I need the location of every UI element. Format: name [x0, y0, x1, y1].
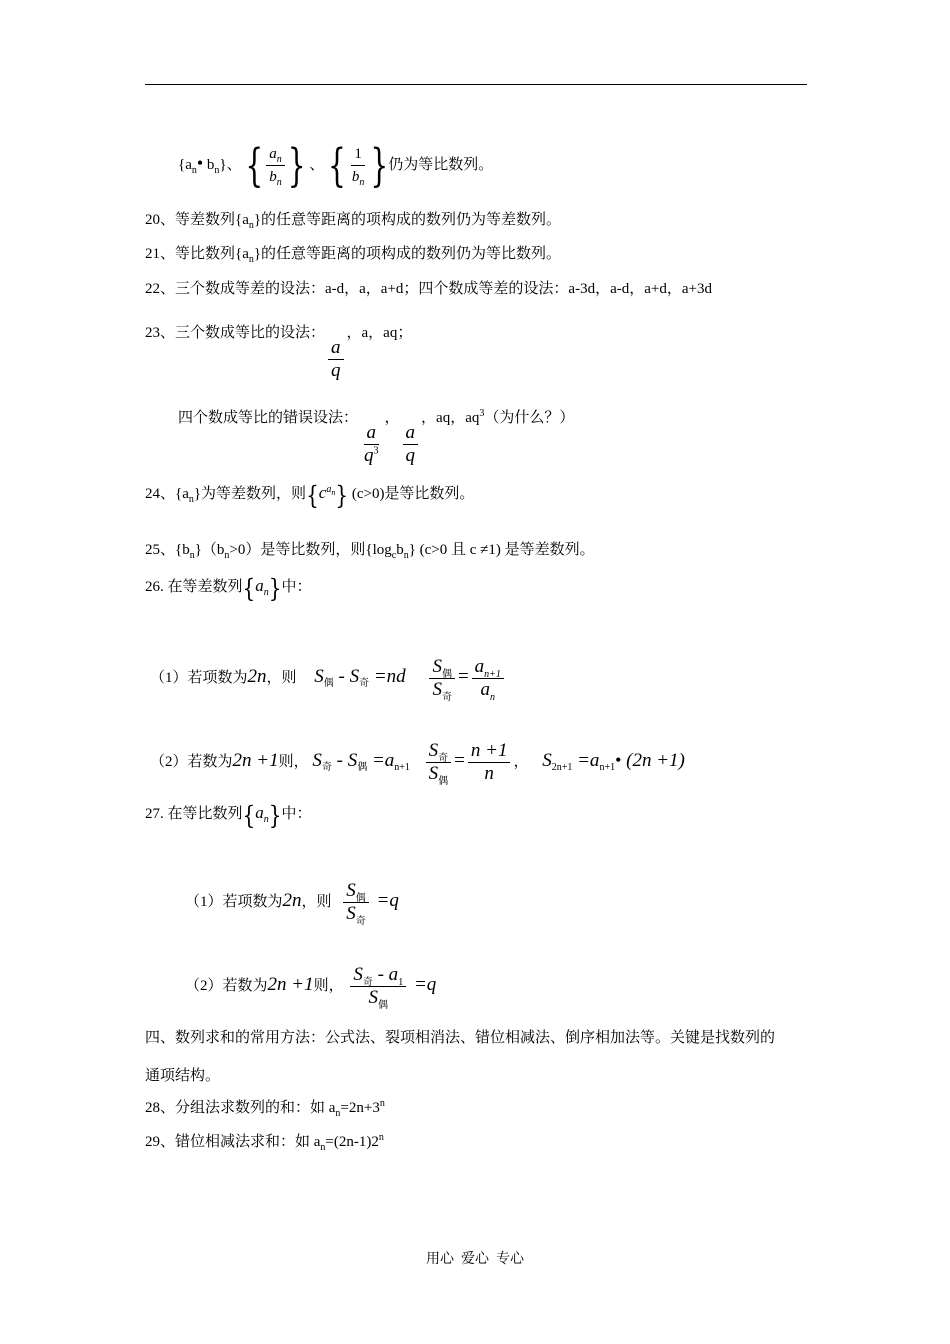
- variable: S: [432, 656, 442, 677]
- expression: (2n +1): [621, 749, 685, 771]
- subscript: n: [191, 164, 197, 176]
- item-25: [145, 540, 595, 560]
- header-rule: [145, 84, 807, 85]
- fraction-a-over-q: [328, 337, 344, 382]
- text: ，则: [301, 893, 332, 910]
- fraction-a-over-q3: [361, 422, 382, 467]
- left-brace: {: [242, 799, 256, 830]
- numerator: 1: [351, 143, 365, 166]
- text: ，则: [266, 669, 297, 686]
- subscript: 2n+1: [551, 761, 573, 773]
- superscript: n: [378, 1132, 384, 1143]
- variable: S: [346, 880, 356, 901]
- expression: =a: [367, 749, 395, 771]
- text: b: [203, 156, 215, 173]
- text: 中：: [281, 579, 312, 595]
- text: 21、等比数列{a: [145, 246, 249, 262]
- operator: -: [333, 665, 350, 687]
- item-26: [145, 572, 312, 603]
- subscript: 奇: [359, 677, 370, 689]
- variable: S: [428, 763, 439, 784]
- subscript: 1: [398, 976, 404, 988]
- right-brace: }: [370, 138, 389, 192]
- text: }的任意等距离的项构成的数列仍为等比数列。: [253, 246, 562, 262]
- item-21: [145, 244, 561, 264]
- expression: =a: [572, 749, 600, 771]
- left-brace: {: [306, 479, 319, 510]
- item-24: [145, 479, 475, 510]
- subscript: 偶: [323, 677, 334, 689]
- fraction-s-even-over-s-odd: [343, 880, 369, 925]
- denominator: b: [351, 169, 360, 185]
- subscript: 偶: [441, 668, 452, 680]
- subscript: n: [214, 164, 220, 176]
- subscript: n+1: [394, 761, 410, 773]
- item-27-2: [185, 964, 436, 1009]
- dot-operator: •: [196, 152, 204, 173]
- subscript: 奇: [355, 915, 366, 927]
- subscript: n: [335, 1108, 341, 1119]
- variable: a: [255, 803, 264, 822]
- variable: S: [349, 665, 360, 687]
- text: 四个数成等比的错误设法：: [178, 410, 359, 426]
- text: 20、等差数列{a: [145, 212, 249, 228]
- variable: S: [432, 679, 442, 700]
- text: ，: [384, 410, 400, 426]
- text: （2）若数为: [150, 753, 233, 770]
- fraction-a-n1-over-a-n: [472, 656, 504, 701]
- variable: S: [312, 749, 322, 771]
- item-19-continuation: [178, 138, 494, 192]
- variable: S: [353, 964, 363, 985]
- page-footer: 用心 爱心 专心: [426, 1252, 524, 1267]
- text: 28、分组法求数列的和：如 a: [145, 1100, 336, 1116]
- variable: a: [255, 576, 264, 595]
- subscript: 奇: [321, 761, 332, 773]
- subscript: n: [403, 550, 409, 561]
- subscript: n: [320, 1142, 326, 1153]
- numerator: a: [269, 146, 277, 162]
- denominator: n: [484, 763, 494, 784]
- subscript: 偶: [355, 892, 366, 904]
- item-22: 22、三个数成等差的设法：a-d，a，a+d；四个数成等差的设法：a-3d，a-d，a+d，a+3d: [145, 281, 712, 297]
- dot-operator: •: [615, 749, 622, 770]
- text: } (c>0 且 c ≠1) 是等差数列。: [408, 542, 595, 558]
- superscript: n: [379, 1098, 385, 1109]
- text: b: [396, 542, 404, 558]
- section-4-heading: 四、数列求和的常用方法：公式法、裂项相消法、错位相减法、倒序相加法等。关键是找数列的: [145, 1030, 776, 1046]
- right-brace: }: [268, 572, 282, 603]
- fraction-a-over-q: [403, 422, 419, 467]
- subscript: n: [189, 550, 195, 561]
- subscript: n: [263, 587, 269, 598]
- subscript: n: [276, 154, 282, 165]
- numerator: a: [328, 337, 344, 360]
- fraction-1-over-b: [349, 143, 368, 188]
- superscript: 3: [373, 445, 379, 457]
- text: 25、{b: [145, 542, 190, 558]
- fraction-a-over-b: [266, 143, 285, 188]
- subscript: 偶: [357, 761, 368, 773]
- text: }的任意等距离的项构成的数列仍为等差数列。: [253, 212, 562, 228]
- section-4-heading-cont: 通项结构。: [145, 1068, 221, 1084]
- text: (c>0)是等比数列。: [348, 486, 475, 502]
- base-c: c: [318, 483, 327, 502]
- subscript: n: [188, 494, 194, 505]
- variable: S: [428, 740, 439, 761]
- operator: -: [331, 749, 348, 771]
- text: （1）若项数为: [185, 893, 283, 910]
- item-20: [145, 210, 561, 230]
- exponent: a: [326, 484, 332, 495]
- variable: S: [346, 903, 356, 924]
- text: 则，: [313, 977, 344, 994]
- separator: 、: [309, 156, 325, 173]
- item-29: [145, 1132, 384, 1152]
- text: ，aq，aq: [421, 410, 480, 426]
- variable: S: [368, 987, 379, 1008]
- variable: S: [314, 665, 324, 687]
- superscript: 3: [479, 408, 485, 419]
- subscript: 奇: [438, 752, 449, 764]
- fraction-s-even-over-s-odd: [429, 656, 455, 701]
- numerator: n +1: [468, 740, 511, 763]
- fraction-n1-over-n: [468, 740, 511, 785]
- left-brace: {: [328, 138, 346, 192]
- right-brace: }: [287, 138, 306, 192]
- operator: =: [454, 749, 465, 771]
- subscript: 奇: [362, 976, 373, 988]
- text: =(2n-1)2: [325, 1134, 379, 1150]
- fraction-s-odd-minus-a1-over-s-even: [350, 964, 406, 1009]
- variable: S: [542, 749, 552, 771]
- text: =2n+3: [340, 1100, 380, 1116]
- item-27: [145, 799, 312, 830]
- text: （1）若项数为: [150, 669, 248, 686]
- text: }（b: [194, 542, 225, 558]
- item-28: [145, 1098, 385, 1118]
- subscript: n: [359, 177, 365, 188]
- text: 仍为等比数列。: [388, 156, 494, 173]
- right-brace: }: [268, 799, 282, 830]
- expression: 2n: [247, 665, 267, 687]
- item-23-wrong-setup: [178, 408, 574, 467]
- subscript: 偶: [378, 999, 389, 1011]
- expression: 2n +1: [232, 749, 279, 771]
- text: （为什么？）: [484, 410, 575, 426]
- subscript: n: [248, 254, 254, 265]
- subscript: n: [224, 550, 230, 561]
- subscript: 偶: [438, 775, 449, 787]
- text: 27. 在等比数列: [145, 806, 243, 822]
- item-26-2: [150, 740, 685, 785]
- expression: 2n +1: [267, 973, 314, 995]
- left-brace: {: [242, 572, 256, 603]
- subscript: n+1: [484, 668, 501, 680]
- expression: 2n: [282, 889, 302, 911]
- text: ，: [513, 753, 529, 770]
- subscript: n+1: [599, 761, 616, 773]
- text: 26. 在等差数列: [145, 579, 243, 595]
- text: >0）是等比数列，则{log: [229, 542, 392, 558]
- subscript: n: [331, 488, 336, 497]
- operator: =: [457, 665, 469, 687]
- right-brace: }: [335, 479, 349, 510]
- subscript: n: [248, 220, 254, 231]
- subscript: 奇: [441, 691, 452, 703]
- text: 24、{a: [145, 486, 189, 502]
- numerator: a: [364, 422, 380, 445]
- expression: =q: [371, 889, 399, 911]
- text: 29、错位相减法求和：如 a: [145, 1134, 321, 1150]
- text: 中：: [281, 806, 312, 822]
- item-26-1: [150, 656, 507, 701]
- variable: a: [474, 656, 485, 677]
- text: }为等差数列，则: [193, 486, 307, 502]
- variable: a: [480, 679, 491, 700]
- text: （2）若数为: [185, 977, 268, 994]
- text: }、: [219, 156, 242, 173]
- variable: S: [347, 749, 358, 771]
- expression: =nd: [369, 665, 406, 687]
- subscript: n: [490, 691, 496, 703]
- left-brace: {: [245, 138, 264, 192]
- subscript: c: [391, 550, 397, 561]
- subscript: n: [263, 814, 269, 825]
- expression: =q: [409, 973, 437, 995]
- item-23: [145, 323, 412, 382]
- item-27-1: [185, 880, 399, 925]
- denominator: q: [405, 445, 416, 466]
- text: 23、三个数成等比的设法：: [145, 325, 326, 341]
- denominator: q: [331, 360, 341, 381]
- subscript: n: [276, 177, 282, 188]
- numerator: a: [403, 422, 419, 445]
- text: 则，: [278, 753, 309, 770]
- text: {a: [178, 156, 192, 173]
- denominator: q: [364, 445, 374, 466]
- denominator: b: [269, 169, 277, 185]
- text: ，a，aq；: [346, 325, 413, 341]
- expression: - a: [372, 964, 399, 985]
- fraction-s-odd-over-s-even: [426, 740, 452, 785]
